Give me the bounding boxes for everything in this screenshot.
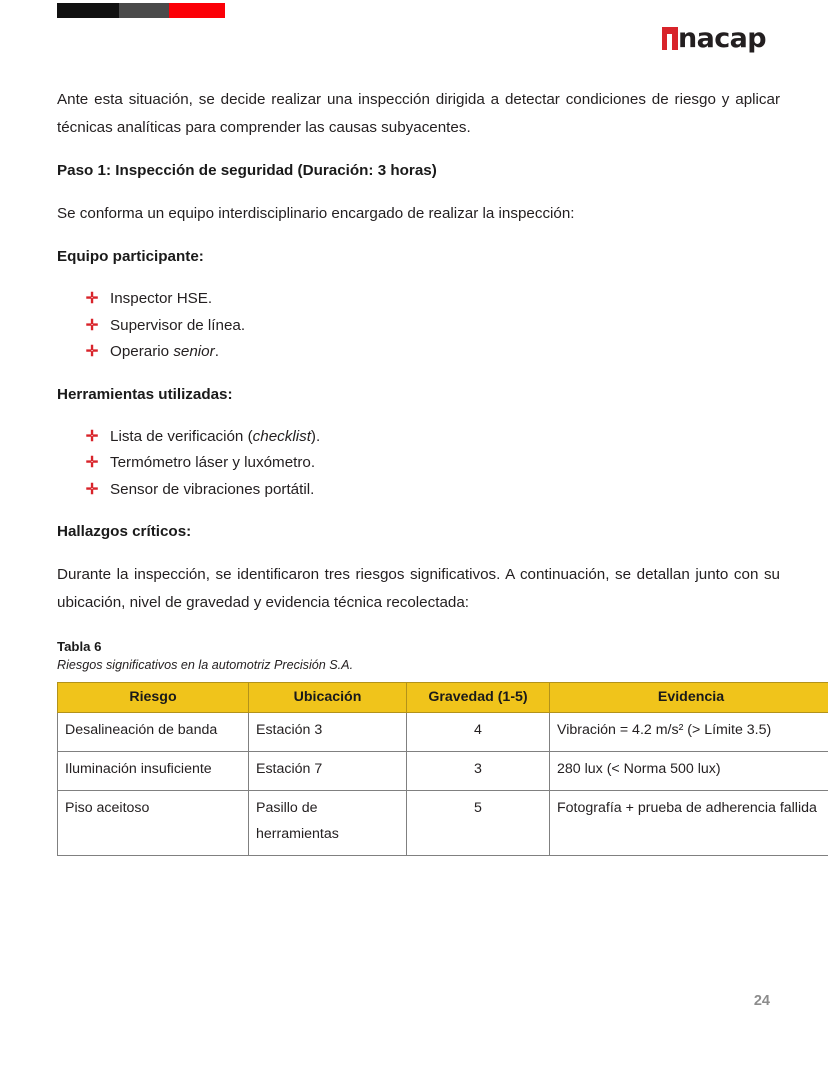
list-item-emphasis: checklist <box>252 427 311 445</box>
column-header-gravedad: Gravedad (1-5) <box>407 683 550 713</box>
plus-bullet-icon: ✛ <box>85 316 99 334</box>
column-header-ubicacion: Ubicación <box>249 683 407 713</box>
brand-bar-segment-black <box>57 3 119 18</box>
table-header <box>58 683 828 713</box>
list-item <box>85 339 780 366</box>
cell-gravedad: 4 <box>407 713 550 752</box>
list-item <box>85 477 780 504</box>
table-body <box>58 713 828 856</box>
inacap-logo-text: nacap <box>678 22 766 54</box>
plus-bullet-icon: ✛ <box>85 454 99 471</box>
table-row <box>58 791 828 856</box>
list-item <box>85 450 780 477</box>
risks-table <box>57 682 828 856</box>
page-header <box>0 0 828 78</box>
cell-ubicacion: Pasillo de herramientas <box>249 791 407 856</box>
tools-list <box>57 424 780 504</box>
findings-paragraph: Durante la inspección, se identificaron tres riesgos significativos. A continuación, se detallan junto con su ubicación, nivel de gravedad y evidencia técnica recolectada: <box>57 566 780 611</box>
list-item-label: Termómetro láser y luxómetro. <box>110 454 316 471</box>
cell-riesgo: Piso aceitoso <box>58 791 249 856</box>
cell-ubicacion: Estación 3 <box>249 713 407 752</box>
table-number-label: Tabla 6 <box>57 639 102 654</box>
team-intro-paragraph: Se conforma un equipo interdisciplinario encargado de realizar la inspección: <box>57 205 575 222</box>
column-header-evidencia: Evidencia <box>550 683 828 713</box>
list-item <box>85 313 780 340</box>
column-header-riesgo: Riesgo <box>58 683 249 713</box>
plus-bullet-icon: ✛ <box>85 343 99 360</box>
plus-bullet-icon: ✛ <box>85 290 99 307</box>
list-item-label: Sensor de vibraciones portátil. <box>110 480 315 498</box>
tools-heading: Herramientas utilizadas: <box>57 385 233 403</box>
list-item <box>85 424 780 451</box>
document-content <box>57 86 817 856</box>
list-item-tail: ). <box>310 427 321 445</box>
cell-ubicacion: Estación 7 <box>249 752 407 791</box>
list-item-label: Supervisor de línea. <box>110 316 246 334</box>
cell-evidencia: Vibración = 4.2 m/s² (> Límite 3.5) <box>550 713 828 752</box>
team-heading: Equipo participante: <box>57 248 204 265</box>
findings-heading: Hallazgos críticos: <box>57 523 192 540</box>
plus-bullet-icon: ✛ <box>85 480 99 498</box>
intro-paragraph: Ante esta situación, se decide realizar una inspección dirigida a detectar condiciones de riesgo y aplicar técnicas analíticas para comprender las causas subyacentes. <box>57 91 780 136</box>
table-header-row <box>58 683 828 713</box>
table-caption: Riesgos significativos en la automotriz Precisión S.A. <box>57 658 354 672</box>
table-row <box>58 752 828 791</box>
cell-riesgo: Desalineación de banda <box>58 713 249 752</box>
list-item-emphasis: senior <box>173 343 215 360</box>
inacap-logo <box>662 24 766 52</box>
page-number: 24 <box>753 993 770 1009</box>
plus-bullet-icon: ✛ <box>85 427 99 445</box>
table-row <box>58 713 828 752</box>
brand-color-bar <box>57 3 225 18</box>
cell-evidencia: Fotografía + prueba de adherencia fallida <box>550 791 828 856</box>
team-participants-list <box>57 286 780 366</box>
cell-gravedad: 5 <box>407 791 550 856</box>
brand-bar-segment-red <box>169 3 225 18</box>
table-block <box>57 637 817 856</box>
list-item-label: Inspector HSE. <box>110 290 213 307</box>
list-item-tail: . <box>214 343 219 360</box>
cell-evidencia: 280 lux (< Norma 500 lux) <box>550 752 828 791</box>
list-item <box>85 286 780 313</box>
list-item-label: Operario <box>110 343 174 360</box>
step-heading: Paso 1: Inspección de seguridad (Duración: 3 horas) <box>57 162 437 179</box>
cell-gravedad: 3 <box>407 752 550 791</box>
cell-riesgo: Iluminación insuficiente <box>58 752 249 791</box>
list-item-label: Lista de verificación ( <box>110 427 253 445</box>
inacap-logo-icon <box>662 27 678 50</box>
brand-bar-segment-gray <box>119 3 169 18</box>
